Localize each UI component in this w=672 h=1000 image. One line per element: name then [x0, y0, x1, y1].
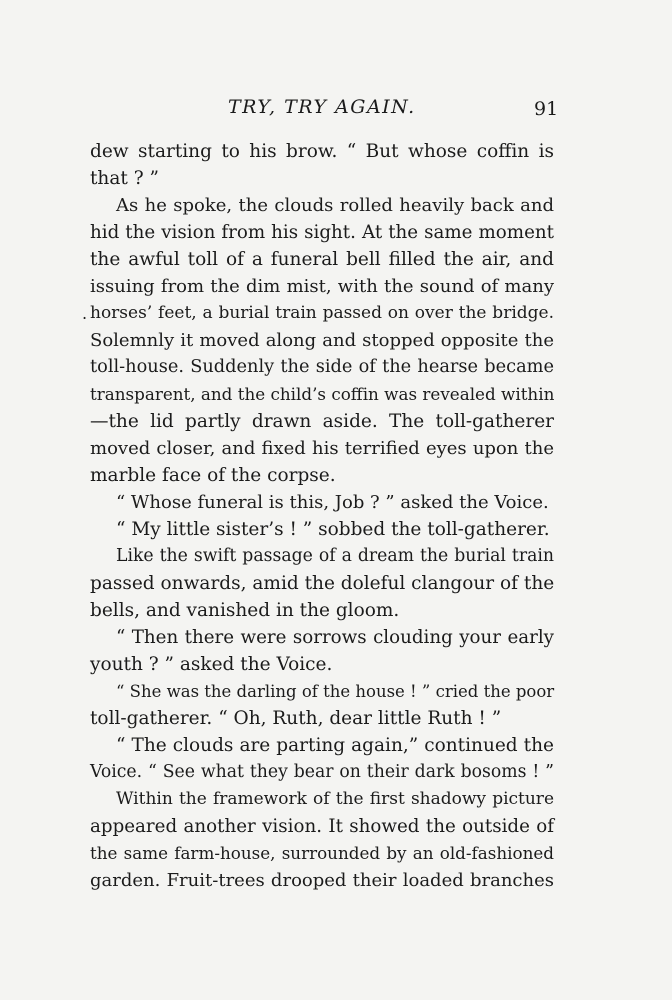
text-line: youth ? ” asked the Voice.: [90, 654, 333, 675]
text-line: appeared another vision. It showed the outside of: [90, 816, 554, 837]
body-text: [90, 138, 554, 894]
text-line: bells, and vanished in the gloom.: [90, 600, 400, 621]
text-line: the awful toll of a funeral bell filled the air, and: [90, 249, 554, 270]
text-line: Like the swift passage of a dream the burial train: [116, 546, 554, 566]
text-line: toll-gatherer. “ Oh, Ruth, dear little Ruth ! ”: [90, 708, 502, 729]
text-line: that ? ”: [90, 168, 159, 189]
text-line: the same farm-house, surrounded by an old-fashioned: [90, 843, 554, 863]
margin-mark: .: [82, 304, 88, 323]
running-title: TRY, TRY AGAIN.: [228, 96, 416, 118]
text-line: “ She was the darling of the house ! ” cried the poor: [116, 682, 555, 701]
text-line: As he spoke, the clouds rolled heavily back and: [116, 195, 554, 216]
text-line: Solemnly it moved along and stopped opposite the: [90, 330, 554, 351]
text-line: garden. Fruit-trees drooped their loaded branches: [90, 870, 554, 891]
text-line: passed onwards, amid the doleful clangour of the: [90, 573, 555, 594]
text-line: Voice. “ See what they bear on their dark bosoms ! ”: [90, 762, 554, 782]
text-line: “ My little sister’s ! ” sobbed the toll-gatherer.: [116, 519, 550, 540]
text-line: Within the framework of the first shadowy picture: [116, 789, 554, 809]
text-line: issuing from the dim mist, with the sound of many: [90, 276, 554, 297]
text-line: toll-house. Suddenly the side of the hearse became: [90, 357, 554, 377]
text-line: horses’ feet, a burial train passed on over the bridge.: [90, 303, 554, 323]
text-line: —the lid partly drawn aside. The toll-gatherer: [90, 411, 554, 432]
text-line: dew starting to his brow. “ But whose coffin is: [90, 141, 554, 162]
text-line: “ Then there were sorrows clouding your early: [116, 627, 554, 648]
text-line: marble face of the corpse.: [90, 465, 336, 486]
text-line: “ The clouds are parting again,” continued the: [116, 735, 554, 756]
page-number: 91: [534, 98, 559, 120]
text-line: transparent, and the child’s coffin was revealed within: [90, 384, 555, 404]
text-line: hid the vision from his sight. At the same moment: [90, 222, 554, 243]
running-head: [0, 96, 672, 126]
text-line: “ Whose funeral is this, Job ? ” asked the Voice.: [116, 492, 549, 513]
text-line: moved closer, and fixed his terrified eyes upon the: [90, 438, 554, 459]
